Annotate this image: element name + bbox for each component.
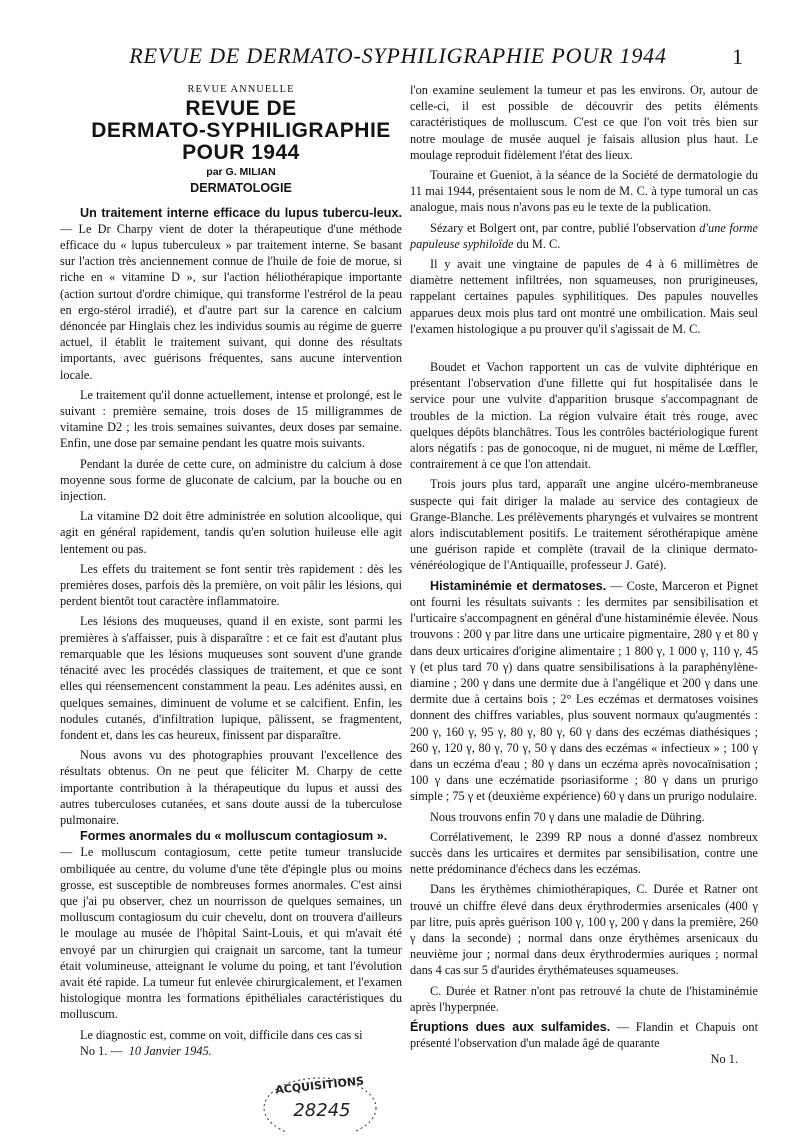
paragraph: Nous avons vu des photographies prouvant l'excellence des résultats obtenus. On ne peut que féliciter M. Charpy de cette importante contribution à la thérapeutique du lupus et aussi des autres tuberculoses cutanées, et sans doute aussi de la tuberculose pulmonaire. [60, 748, 402, 827]
section-histaminemie [410, 578, 758, 805]
section-heading: Un traitement interne efficace du lupus tubercu-leux. [80, 205, 402, 220]
article-title-line3: POUR 1944 [182, 141, 300, 165]
paragraph: Boudet et Vachon rapportent un cas de vulvite diphtérique en présentant l'observation d'une fillette qui fut hospitalisée dans le service pour une vulvite d'apparition brusque s'accompagnant de troubles de la miction. La région vulvaire était très rouge, avec quelques dépôts blanchâtres. Tous les contrôles bactériologique furent alors négatifs : pas de gonocoque, ni de muguet, ni même de Lœffler, contrairement à ce que l'on attendait. [410, 360, 758, 472]
article-title-line2: DERMATO-SYPHILIGRAPHIE [91, 119, 391, 143]
byline: par G. MILIAN [206, 166, 276, 179]
right-column [410, 82, 758, 1068]
stamp-label: ACQUISITIONS [274, 1074, 365, 1097]
paragraph: Les effets du traitement se font sentir très rapidement : dès les premières doses, parfois dès la première, on voit pâlir les lésions, qui perdent bientôt tout caractère inflammatoire. [60, 561, 402, 609]
text-run: du M. C. [513, 236, 561, 251]
paragraph: — Coste, Marceron et Pignet ont fourni les résultats suivants : les dermites par sensibilisation et l'urticaire s'accompagnent en général d'une histaminémie élevée. Nous trouvons : 200 γ par litre dans une urticaire pigmentaire, 280 γ et 80 γ dans deux urticaires d'origine alimentaire ; 1 800 γ, 1 000 γ, 110 γ, 45 γ (et plus tard 70 γ) dans quatre sensibilisations à la paraphénylène-diamine ; 200 γ dans une dermite due à l'angélique et 200 γ dans une dermite due à certains bois ; 2° Les eczémas et dermatoses voisines donnent des chiffres variables, plus souvent normaux qu'augmentés : 200 γ, 160 γ, 95 γ, 80 γ, 80 γ, 60 γ dans des eczémas diathésiques ; 260 γ, 120 γ, 80 γ, 70 γ, 50 γ dans des eczémas « infectieux » ; 100 γ dans un eczéma d'eau ; 80 γ dans un eczéma après novocaïnisation ; 100 γ dans une eczématide psoriasiforme ; 80 γ dans un prurigo simple ; 75 γ et (deuxième expérience) 60 γ dans un prurigo nodulaire. [410, 578, 758, 804]
section-sulfamides [410, 1019, 758, 1051]
paragraph: Nous trouvons enfin 70 γ dans une maladie de Dühring. [430, 809, 705, 824]
paragraph: — Flandin et Chapuis ont présenté l'observation d'un malade âgé de quarante [410, 1019, 758, 1051]
section-molluscum-heading-block [60, 828, 402, 844]
issue-date: 10 Janvier 1945. [128, 1043, 212, 1058]
paragraph: Les lésions des muqueuses, quand il en existe, sont parmi les premières à s'affaisser, puis à disparaître : et ce fait est d'autant plus remarquable que les lésions muqueuses sont souvent d'une grande ténacité avec les procédés classiques de traitement, et que ce sont elles qui réensemencent constamment la peau. Les adénites aussi, en quelques semaines, diminuent de volume et se calcifient. Enfin, les nodules cutanés, d'infiltration lupique, pâlissent, se fragmentent, fondent et, dans les cas heureux, finissent par disparaître. [60, 614, 402, 742]
section-lupus [60, 205, 402, 383]
paragraph: Le traitement qu'il donne actuellement, intense et prolongé, est le suivant : première semaine, trois doses de 15 milligrammes de vitamine D2 ; les trois semaines suivantes, deux doses par semaine. Enfin, une dose par semaine pendant les quatre mois suivants. [60, 387, 402, 451]
section-title: DERMATOLOGIE [190, 181, 292, 196]
paragraph: — Le molluscum contagiosum, cette petite tumeur translucide ombiliquée au centre, du volume d'une tête d'épingle plus ou moins grosse, est susceptible de nombreuses formes anormales. C'est ainsi que j'ai pu observer, chez un nourrisson de quelques semaines, un molluscum contagiosum du cuir chevelu, dont on trouvera d'ailleurs le moulage au musée de l'hôpital Saint-Louis, et qui m'avait été envoyé par un chirurgien qui craignait un sarcome, tant la tumeur était volumineuse, atteignant le volume du poing, et tant l'évolution avait été rapide. La tumeur fut enlevée chirurgicalement, et l'examen histologique montra les formations épithéliales caractéristiques du molluscum. [60, 845, 402, 1022]
paragraph: La vitamine D2 doit être administrée en solution alcoolique, qui agit en général rapidement, tandis qu'en solution huileuse elle agit lentement ou pas. [60, 509, 402, 556]
acquisitions-stamp [258, 1072, 382, 1132]
page-number: 1 [732, 44, 743, 69]
paragraph: l'on examine seulement la tumeur et pas les environs. Or, autour de celle-ci, il est possible de découvrir des petits éléments caractéristiques de molluscum. C'est ce que l'on voit très bien sur notre moulage de musée auquel je faisais allusion plus haut. Le moulage reproduit fidèlement l'état des lieux. [410, 83, 758, 162]
running-title: REVUE DE DERMATO-SYPHILIGRAPHIE POUR 1944 [129, 43, 667, 68]
section-heading: Formes anormales du « molluscum contagiosum ». [80, 829, 388, 844]
paragraph: C. Durée et Ratner n'ont pas retrouvé la chute de l'histaminémie après l'hyperpnée. [410, 983, 758, 1014]
paragraph: — Le Dr Charpy vient de doter la thérapeutique d'une méthode efficace du « lupus tuberculeux » par traitement interne. Se basant sur l'action très anciennement connue de l'huile de foie de morue, si riche en « vitamine D », sur l'action héliothérapique importante (action surtout d'ordre chimique, qui transforme l'estrérol de la peau en ergo-stérol irradié), et d'autre part sur la carence en calcium dénoncée par Hinglais chez les individus soumis au régime de guerre actuel, il établit le traitement suivant, qui donne des résultats importants, avec guérisons fréquentes, sans aucune intervention locale. [60, 221, 402, 382]
stamp-number: 28245 [293, 1100, 351, 1121]
paragraph: Le diagnostic est, comme on voit, difficile dans ces cas si [80, 1027, 363, 1042]
kicker: REVUE ANNUELLE [187, 84, 295, 95]
paragraph: Trois jours plus tard, apparaît une angine ulcéro-membraneuse suspecte qui fait diriger la malade au service des contagieux de Grange-Blanche. Les prélèvements pharyngés et vulvaires se montrent alors indiscutablement positifs. Le traitement sérothérapique amène une guérison rapide et complète (travail de la clinique dermato-vénéréologique de l'Antiquaille, professeur J. Gaté). [410, 477, 758, 573]
paragraph: Dans les érythèmes chimiothérapiques, C. Durée et Ratner ont trouvé un chiffre élevé dans deux érythrodermies arsenicales (400 γ par litre, puis après guérison 100 γ, 100 γ, 200 γ dans la première, 260 γ dans la seconde) ; normal dans onze érythèmes arsenicaux du neuvième jour ; normal dans deux érythrodermies auriques ; normal dans 4 cas sur 5 d'aurides érythémateuses squameuses. [410, 882, 758, 978]
paragraph: Il y avait une vingtaine de papules de 4 à 6 millimètres de diamètre nettement infiltrées, non squameuses, non prurigineuses, rappelant certaines papules syphilitiques. Des papules nouvelles apparues deux mois plus tard ont montré une ombilication. Mais seul l'examen histologique a pu prouver qu'il s'agissait de M. C. [410, 257, 758, 336]
paragraph: Pendant la durée de cette cure, on administre du calcium à dose moyenne sous forme de gluconate de calcium, par la bouche ou en injection. [60, 456, 402, 504]
issue-number-right: No 1. [710, 1052, 738, 1067]
text-run: Sézary et Bolgert ont, par contre, publié l'observation [430, 220, 700, 235]
left-column [60, 82, 402, 1059]
issue-line [60, 1043, 402, 1059]
italic-run: d'une forme papuleuse syphiloïde [410, 220, 759, 251]
paragraph [410, 220, 758, 252]
paragraph: Corrélativement, le 2399 RP nous a donné d'assez nombreux succès dans les urticaires et dermites par sensibilisation, contre une nette prédominance d'échecs dans les eczémas. [410, 829, 758, 877]
issue-number: No 1. — [80, 1043, 123, 1058]
section-heading: Histaminémie et dermatoses. [430, 578, 607, 593]
section-heading: Éruptions dues aux sulfamides. [410, 1019, 611, 1034]
article-title-line1: REVUE DE [185, 97, 297, 121]
paragraph: Touraine et Gueniot, à la séance de la Société de dermatologie du 11 mai 1944, présentaient sous le nom de M. C. à type tumoral un cas analogue, mais nous n'avons pas eu le texte de la publication. [410, 168, 758, 215]
